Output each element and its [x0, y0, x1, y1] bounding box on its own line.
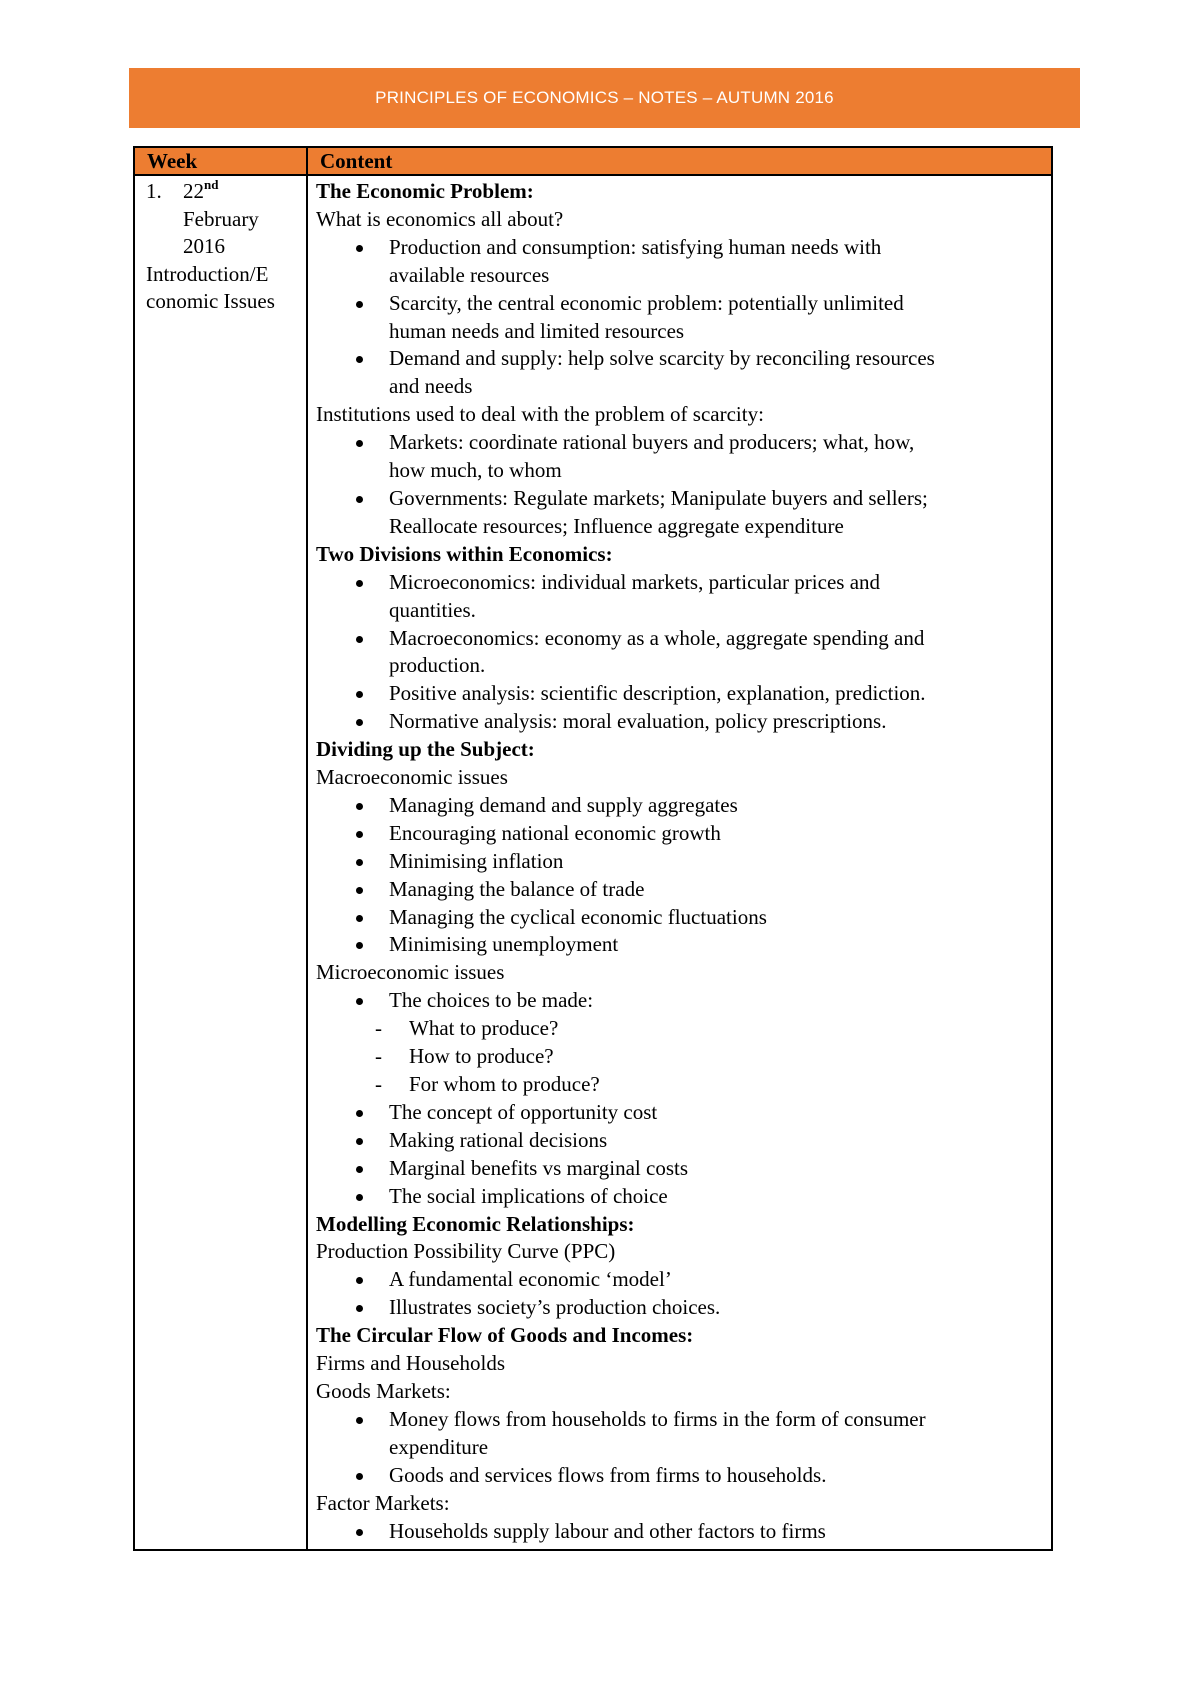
week-number: 1. — [146, 179, 162, 203]
week-day: 22nd — [183, 177, 219, 203]
sub-list-item: - How to produce? — [316, 1043, 1051, 1071]
list-item: Managing the balance of trade — [316, 876, 1051, 904]
list-item: Minimising unemployment — [316, 931, 1051, 959]
page-header-bar — [129, 68, 1080, 128]
table-header-row — [134, 147, 1052, 175]
paragraph: Macroeconomic issues — [316, 765, 508, 790]
section-heading: Modelling Economic Relationships: — [316, 1211, 635, 1236]
list-item: Managing the cyclical economic fluctuations — [316, 904, 1051, 932]
paragraph: Institutions used to deal with the problem of scarcity: — [316, 402, 764, 427]
list-item: Scarcity, the central economic problem: potentially unlimited human needs and limited resources — [316, 290, 1051, 346]
content-column-header: Content — [307, 147, 1052, 175]
week-date-line — [146, 178, 306, 206]
content-cell — [307, 175, 1052, 1550]
paragraph: Factor Markets: — [316, 1490, 450, 1515]
week-cell — [134, 175, 307, 1550]
list-item: Marginal benefits vs marginal costs — [316, 1155, 1051, 1183]
list-item: Money flows from households to firms in the form of consumer expenditure — [316, 1406, 1051, 1462]
list-item: The social implications of choice — [316, 1183, 1051, 1211]
list-item: Demand and supply: help solve scarcity by reconciling resources and needs — [316, 345, 1051, 401]
list-item: Managing demand and supply aggregates — [316, 792, 1051, 820]
paragraph: Production Possibility Curve (PPC) — [316, 1239, 616, 1264]
list-item: Goods and services flows from firms to households. — [316, 1462, 1051, 1490]
list-item: Normative analysis: moral evaluation, policy prescriptions. — [316, 708, 1051, 736]
week-month: February — [183, 206, 259, 231]
paragraph: What is economics all about? — [316, 206, 564, 231]
list-item: The concept of opportunity cost — [316, 1099, 1051, 1127]
list-item: Illustrates society’s production choices. — [316, 1294, 1051, 1322]
sub-list-item: - What to produce? — [316, 1015, 1051, 1043]
table-row — [134, 175, 1052, 1550]
list-item: The choices to be made: — [316, 987, 1051, 1015]
week-topic-line-2: conomic Issues — [146, 289, 275, 313]
week-topic-line-1: Introduction/E — [146, 261, 269, 286]
list-item: Macroeconomics: economy as a whole, aggregate spending and production. — [316, 625, 1051, 681]
list-item: Making rational decisions — [316, 1127, 1051, 1155]
list-item: Markets: coordinate rational buyers and producers; what, how, how much, to whom — [316, 429, 1051, 485]
section-heading: The Economic Problem: — [316, 179, 534, 203]
paragraph: Microeconomic issues — [316, 960, 505, 985]
section-heading: The Circular Flow of Goods and Incomes: — [316, 1323, 694, 1348]
list-item: Governments: Regulate markets; Manipulate buyers and sellers; Reallocate resources; Influence aggregate expenditure — [316, 485, 1051, 541]
week-column-header: Week — [134, 147, 307, 175]
sub-list-item: - For whom to produce? — [316, 1071, 1051, 1099]
list-item: Encouraging national economic growth — [316, 820, 1051, 848]
list-item: Positive analysis: scientific description, explanation, prediction. — [316, 680, 1051, 708]
list-item: Households supply labour and other factors to firms — [316, 1518, 1051, 1546]
list-item: Minimising inflation — [316, 848, 1051, 876]
paragraph: Goods Markets: — [316, 1378, 451, 1403]
list-item: Microeconomics: individual markets, particular prices and quantities. — [316, 569, 1051, 625]
notes-table — [133, 146, 1053, 1551]
list-item: Production and consumption: satisfying human needs with available resources — [316, 234, 1051, 290]
list-item: A fundamental economic ‘model’ — [316, 1266, 1051, 1294]
section-heading: Dividing up the Subject: — [316, 737, 535, 762]
page-header-title: PRINCIPLES OF ECONOMICS – NOTES – AUTUMN 2016 — [375, 88, 834, 107]
week-year: 2016 — [183, 234, 225, 258]
paragraph: Firms and Households — [316, 1351, 505, 1376]
section-heading: Two Divisions within Economics: — [316, 541, 613, 566]
